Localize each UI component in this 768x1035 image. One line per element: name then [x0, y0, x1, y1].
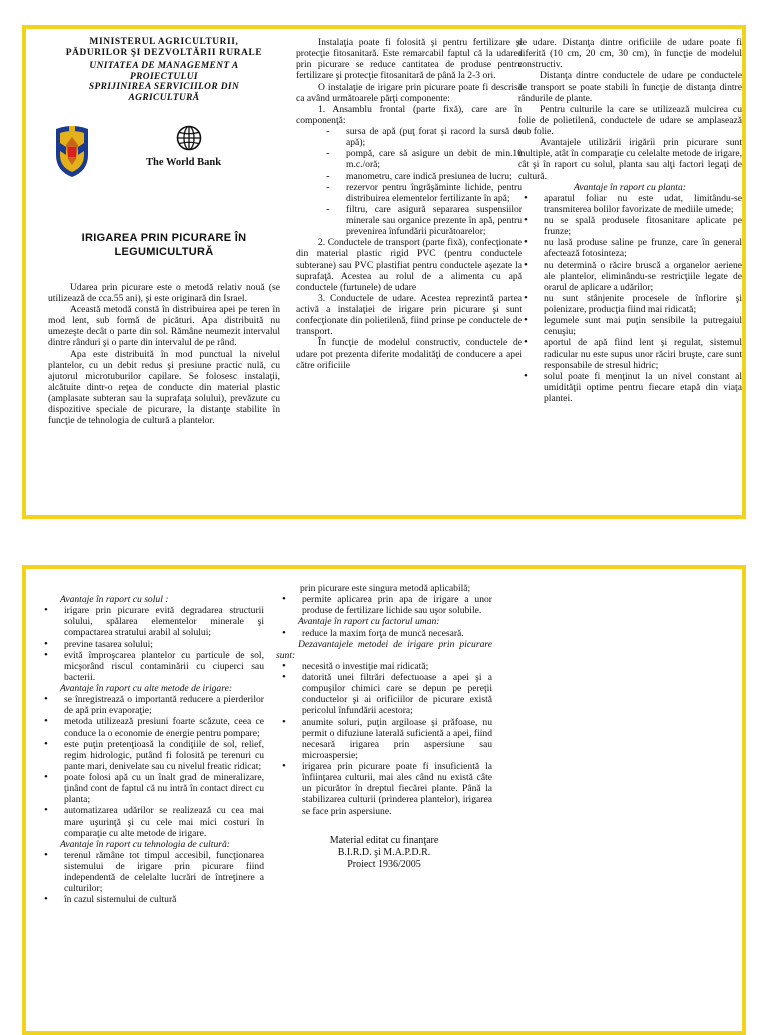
- paragraph: prin picurare este singura metodă aplicabilă;: [300, 583, 471, 594]
- list-item: • irigarea prin picurare poate fi insuficientă la înfiinţarea culturii, mai ales când nu există câte un picurător în dreptul fiecărei plante. Până la stabilizarea culturii (prinderea plantelor), irigarea se face prin aspersiune.: [276, 761, 492, 817]
- title-line: IRIGAREA PRIN PICURARE ÎN: [81, 232, 247, 245]
- list-item: - sursa de apă (puţ forat şi racord la sursă de apă);: [296, 126, 522, 148]
- list-item: - manometru, care indică presiunea de lucru;: [296, 171, 522, 182]
- paragraph: Această metodă constă în distribuirea apei pe teren în mod lent, sub formă de picături. Apa distribuită nu umezeşte decât o parte din sol. Rămâne neumezit intervalul dintre rânduri şi o parte din intervalul de pe rând.: [48, 304, 280, 349]
- paragraph: 2. Conductele de transport (parte fixă), confecţionate din material plastic rigid PVC (pentru conductele subterane) sau PVC plastifiat pentru conductele aşezate la suprafaţă. Acestea au rolul de a alimenta cu apă conductele (furtunele) de udare: [296, 237, 522, 293]
- funding-line: B.I.R.D. şi M.A.P.D.R.: [337, 846, 431, 858]
- paragraph: În funcţie de modelul constructiv, conductele de udare pot prezenta diferite modalităţi de conducere a apei către orificiile: [296, 337, 522, 371]
- list-item: • permite aplicarea prin apa de irigare a unor produse de fertilizare lichide sau uşor solubile.: [276, 594, 492, 616]
- component-list: [296, 126, 522, 237]
- funding-note: [276, 835, 492, 871]
- list-item: • nu sunt stânjenite procesele de înflorire şi polenizare, producţia fiind mai ridicată;: [518, 293, 742, 315]
- list-item: • irigare prin picurare evită degradarea structurii solului, spălarea elementelor minerale şi compactarea stratului arabil al solului;: [38, 605, 264, 638]
- list-item: • metoda utilizează presiuni foarte scăzute, ceea ce conduce la o economie de energie pentru pompare;: [38, 716, 264, 738]
- list-item: - filtru, care asigură separarea suspensiilor minerale sau organice prezente în apă, pentru prevenirea înfundării picurătoarelor;: [296, 204, 522, 237]
- funding-line: Material editat cu finanţare: [329, 834, 439, 846]
- list-item: • evită împroşcarea plantelor cu particule de sol, micşorând riscul contaminării cu ciuperci sau bacterii.: [38, 650, 264, 683]
- list-item: • reduce la maxim forţa de muncă necesară.: [276, 628, 492, 639]
- ministry-name: [48, 37, 280, 58]
- paragraph: Instalaţia poate fi folosită şi pentru fertilizare şi protecţie fitosanitară. Este remarcabil faptul că la udarea prin picurare se reduce cantitatea de produse pentru fertilizare şi protecţie fitosanitară de până la 2-3 ori.: [296, 37, 522, 82]
- brochure-page-back: [22, 565, 746, 1035]
- list-item: • nu se spală produsele fitosanitare aplicate pe frunze;: [518, 215, 742, 237]
- section-heading: Avantaje în raport cu alte metode de irigare:: [60, 683, 233, 694]
- logos: [48, 125, 280, 197]
- paragraph: Pentru culturile la care se utilizează mulcirea cu folie de polietilenă, conductele de udare se amplasează sub folie.: [518, 103, 742, 137]
- paragraph: 3. Conductele de udare. Acestea reprezintă partea activă a instalaţiei de irigare prin picurare şi sunt confecţionate din polietilenă, fiind prinse pe conductele de transport.: [296, 292, 522, 338]
- list-item: • nu determină o răcire bruscă a organelor aeriene ale plantelor, eliminându-se restricţiile legate de orarul de aplicare a udărilor;: [518, 260, 742, 293]
- ministry-line: PĂDURILOR ŞI DEZVOLTĂRII RURALE: [65, 47, 263, 58]
- list-item: • datorită unei filtrări defectuoase a apei şi a compuşilor chimici care se depun pe pereţii conductelor şi ai orificiilor de picurare există pericolul înfundării acestora;: [276, 672, 492, 717]
- list-item: • se înregistrează o importantă reducere a pierderilor de apă prin evaporaţie;: [38, 694, 264, 716]
- list-item: • aportul de apă fiind lent şi regulat, sistemul radicular nu este supus unor răciri bruşte, care sunt responsabile de stresul hidric;: [518, 337, 742, 370]
- soil-advantages-list: [38, 605, 264, 683]
- other-methods-advantages-list: [38, 694, 264, 839]
- list-item: • anumite soluri, puţin argiloase şi prăfoase, nu permit o difuziune laterală suficientă a apei, fiind necesară irigarea prin aspersiune sau microaspersie;: [276, 717, 492, 762]
- world-bank-globe-icon: [176, 125, 202, 151]
- paragraph: Apa este distribuită în mod punctual la nivelul plantelor, cu un debit redus şi presiune practic nulă, cu ajutorul microtuburilor capilare. Se folosesc instalaţii, alcătuite dintr-o reţea de conducte din material plastic (amplasate subteran sau la suprafaţa solului), prevăzute cu dispozitive speciale de picurare, la distanţe stabilite în funcţie de tehnologia de cultură a plantelor.: [48, 348, 280, 427]
- paragraph: de udare. Distanţa dintre orificiile de udare poate fi diferită (10 cm, 20 cm, 30 cm), în funcţie de modelul constructiv.: [518, 37, 742, 71]
- funding-line: Proiect 1936/2005: [347, 858, 421, 870]
- list-item: • legumele sunt mai puţin sensibile la putregaiul cenuşiu;: [518, 315, 742, 337]
- unit-line: PROIECTULUI: [130, 71, 198, 82]
- section-heading: Dezavantajele metodei de irigare prin picurare sunt:: [276, 638, 492, 661]
- unit-line: AGRICULTURĂ: [128, 92, 200, 103]
- list-item: - pompă, care să asigure un debit de min.10 m.c./oră;: [296, 148, 522, 170]
- paragraph: Distanţa dintre conductele de udare pe conductele de transport se poate stabili în funcţie de distanţa dintre rândurile de plante.: [518, 70, 742, 104]
- list-item: - rezervor pentru îngrăşăminte lichide, pentru distribuirea elementelor fertilizante în apă;: [296, 182, 522, 204]
- brochure-page-front: [22, 25, 746, 519]
- paragraph: 1. Ansamblu frontal (parte fixă), care are în componenţă:: [296, 103, 522, 126]
- section-heading: Avantaje în raport cu solul :: [60, 594, 169, 605]
- unit-line: UNITATEA DE MANAGEMENT A: [89, 61, 239, 72]
- column-1: [48, 37, 280, 509]
- list-item: • nu lasă produse saline pe frunze, care în general afectează fotosinteza;: [518, 237, 742, 259]
- ministry-line: MINISTERUL AGRICULTURII,: [89, 37, 239, 47]
- world-bank-label: The World Bank: [146, 157, 222, 169]
- plant-advantages-list: [518, 193, 742, 404]
- human-factor-list: [276, 628, 492, 639]
- brochure-title: [48, 231, 280, 260]
- list-item: • previne tasarea solului;: [38, 639, 264, 650]
- section-heading: Avantaje în raport cu planta:: [574, 181, 686, 193]
- unit-line: SPRIJINIREA SERVICIILOR DIN: [88, 82, 240, 93]
- title-line: LEGUMICULTURĂ: [114, 246, 214, 259]
- section-heading: Avantaje în raport cu factorul uman:: [298, 616, 440, 628]
- column-5: [276, 583, 492, 1025]
- unit-name: [48, 61, 280, 103]
- technology-advantages-list: [38, 850, 264, 906]
- list-item: • terenul rămâne tot timpul accesibil, funcţionarea sistemului de irigare prin picurare fiind independentă de celelalte lucrări de întreţinere a culturilor;: [38, 850, 264, 895]
- paragraph: Udarea prin picurare este o metodă relativ nouă (se utilizează de cca.55 ani), şi este originară din Israel.: [48, 281, 280, 304]
- list-item: • necesită o investiţie mai ridicată;: [276, 661, 492, 672]
- list-item: • automatizarea udărilor se realizează cu cea mai mare uşurinţă şi cu cele mai mici costuri în comparaţie cu alte metode de irigare.: [38, 805, 264, 838]
- list-item: • este puţin pretenţioasă la condiţiile de sol, relief, regim hidrologic, putând fi folosită pe terenuri cu pante mari, denivelate sau cu nivelul freatic ridicat;: [38, 739, 264, 772]
- paragraph: O instalaţie de irigare prin picurare poate fi descrisă ca având următoarele părţi componente:: [296, 81, 522, 104]
- list-item: • în cazul sistemului de cultură: [38, 894, 264, 905]
- romania-coat-of-arms-icon: [52, 125, 92, 179]
- paragraph: Avantajele utilizării irigării prin picurare sunt multiple, atât în comparaţie cu celelalte metode de irigare, cât şi în raport cu solul, planta sau alţi factori legaţi de cultură.: [518, 137, 742, 182]
- list-item: • poate folosi apă cu un înalt grad de mineralizare, ţinând cont de faptul că nu intră în contact direct cu planta;: [38, 772, 264, 805]
- list-item: • aparatul foliar nu este udat, limitându-se transmiterea bolilor favorizate de mediile umede;: [518, 193, 742, 215]
- section-heading: Avantaje în raport cu tehnologia de cultură:: [60, 838, 230, 850]
- list-item: • solul poate fi menţinut la un nivel constant al umidităţii optime pentru fiecare etapă din viaţa plantei.: [518, 371, 742, 404]
- column-2: [296, 37, 522, 509]
- column-4: [38, 594, 264, 1025]
- disadvantages-list: [276, 661, 492, 817]
- fertilization-list: [276, 594, 492, 616]
- column-3: [518, 37, 742, 509]
